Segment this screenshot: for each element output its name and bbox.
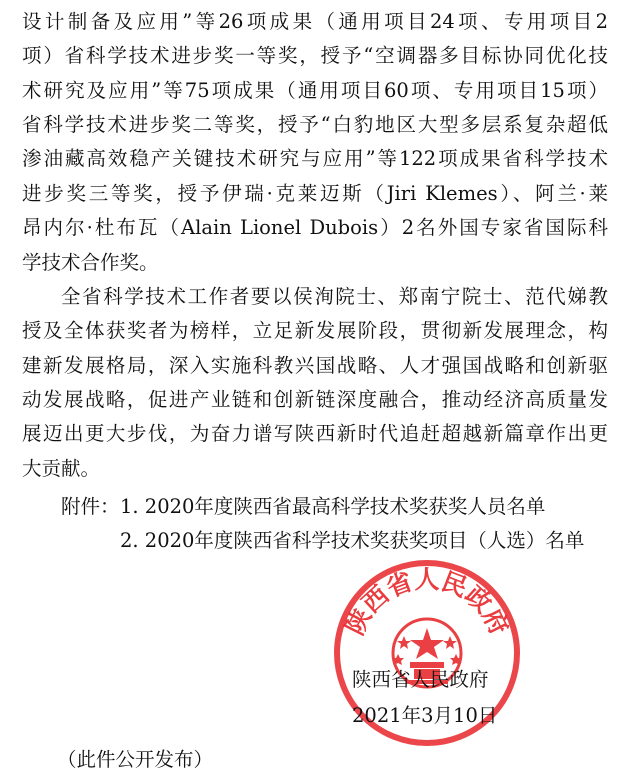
text-line: 术研究及应用”等75项成果（通用项目60项、专用项目15项） bbox=[22, 79, 608, 102]
attachment-item: 2. 2020年度陕西省科学技术奖获奖项目（人选）名单 bbox=[120, 529, 585, 552]
attachments-label: 附件： bbox=[61, 495, 120, 518]
text-line: 省科学技术进步奖二等奖，授予“白豹地区大型多层系复杂超低 bbox=[22, 113, 608, 136]
text-line: 建新发展格局，深入实施科教兴国战略、人才强国战略和创新驱 bbox=[22, 354, 608, 377]
text-line: 动发展战略，促进产业链和创新链深度融合，推动经济高质量发 bbox=[22, 388, 608, 411]
text-line: 授及全体获奖者为榜样，立足新发展阶段，贯彻新发展理念，构 bbox=[22, 319, 608, 342]
text-line: 昂内尔·杜布瓦（Alain Lionel Dubois）2名外国专家省国际科 bbox=[22, 216, 608, 239]
attachment-item: 1. 2020年度陕西省最高科学技术奖获奖人员名单 bbox=[120, 495, 546, 518]
text-line: 进步奖三等奖，授予伊瑞·克莱迈斯（Jiri Klemes）、阿兰·莱 bbox=[22, 182, 608, 205]
text-line: 学技术合作奖。 bbox=[22, 251, 159, 274]
text-line: 大贡献。 bbox=[22, 457, 101, 480]
publication-note: （此件公开发布） bbox=[57, 748, 214, 771]
signature-date: 2021年3月10日 bbox=[352, 704, 498, 727]
text-line: 项）省科学技术进步奖一等奖，授予“空调器多目标协同优化技 bbox=[22, 44, 608, 67]
text-line: 展迈出更大步伐，为奋力谱写陕西新时代追赶超越新篇章作出更 bbox=[22, 422, 608, 445]
signature-org: 陕西省人民政府 bbox=[352, 668, 489, 691]
text-line: 设计制备及应用”等26项成果（通用项目24项、专用项目2 bbox=[22, 10, 608, 33]
text-line: 全省科学技术工作者要以侯洵院士、郑南宁院士、范代娣教 bbox=[61, 285, 608, 308]
seal-text: 陕西省人民政府 bbox=[340, 565, 514, 640]
text-line: 渗油藏高效稳产关键技术研究与应用”等122项成果省科学技术 bbox=[22, 147, 608, 170]
